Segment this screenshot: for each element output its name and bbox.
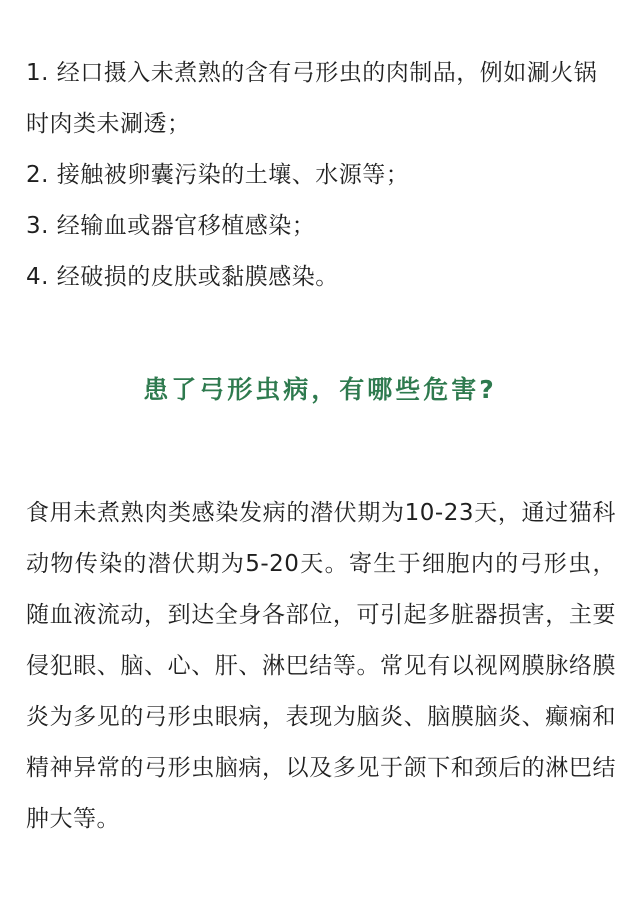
- list-item: 3. 经输血或器官移植感染；: [26, 213, 316, 239]
- section-heading: 患了弓形虫病，有哪些危害?: [143, 375, 497, 404]
- infection-routes-list: [26, 48, 618, 303]
- list-item: 1. 经口摄入未煮熟的含有弓形虫的肉制品，例如涮火锅时肉类未涮透；: [26, 60, 598, 137]
- harm-paragraph: 食用未煮熟肉类感染发病的潜伏期为10-23天，通过猫科动物传染的潜伏期为5-20天。寄生于细胞内的弓形虫，随血液流动，到达全身各部位，可引起多脏器损害，主要侵犯眼、脑、心、肝、淋巴结等。常见有以视网膜脉络膜炎为多见的弓形虫眼病，表现为脑炎、脑膜脑炎、癫痫和精神异常的弓形虫脑病，以及多见于颌下和颈后的淋巴结肿大等。: [26, 500, 616, 832]
- list-item: 2. 接触被卵囊污染的土壤、水源等；: [26, 162, 410, 188]
- list-item: 4. 经破损的皮肤或黏膜感染。: [26, 264, 339, 290]
